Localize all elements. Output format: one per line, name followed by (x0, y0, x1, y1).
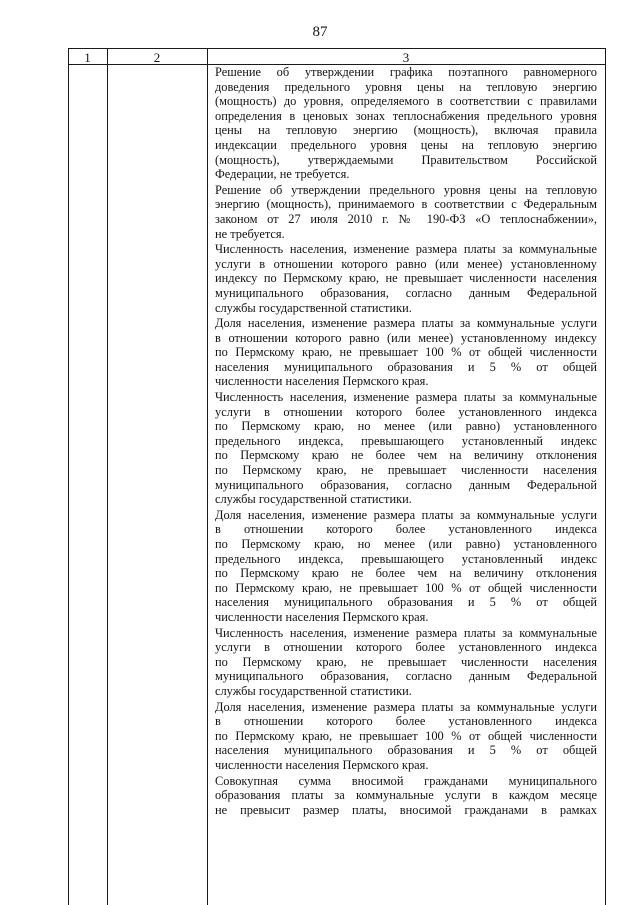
text-line: численности населения Пермского края. (215, 757, 429, 772)
text-line: муниципального образования, согласно данным Федеральной (215, 285, 597, 300)
column-header-1: 1 (84, 50, 91, 65)
text-line: Федерации, не требуется. (215, 167, 350, 182)
text-line: Численность населения, изменение размера платы за коммунальные (215, 625, 597, 640)
column-header-2: 2 (153, 50, 161, 65)
text-line: по Пермскому краю, не превышает численности населения (215, 654, 597, 669)
text-line: Численность населения, изменение размера платы за коммунальные (215, 390, 597, 405)
paragraph (215, 508, 597, 625)
text-line: по Пермскому краю, не превышает 100 % от общей численности (215, 728, 597, 743)
text-line: услуги в отношении которого равно (или менее) установленному (215, 256, 597, 271)
text-line: цены на тепловую энергию (мощность), включая правила (215, 123, 597, 138)
document-table (68, 48, 605, 905)
text-line: в отношении которого более установленного индекса (215, 522, 597, 537)
text-line: в отношении которого более установленного индекса (215, 714, 597, 729)
table-border-left (68, 48, 69, 905)
text-line: предельного индекса, превышающего установленный индекс (215, 551, 597, 566)
text-line: услуги в отношении которого более установленного индекса (215, 404, 597, 419)
paragraph (215, 390, 597, 507)
text-line: не превысит размер платы, вносимой гражданами в рамках (215, 802, 597, 817)
text-line: службы государственной статистики. (215, 300, 412, 315)
text-line: Доля населения, изменение размера платы за коммунальные услуги (215, 699, 597, 714)
text-line: населения муниципального образования и 5 % от общей (215, 595, 597, 610)
paragraph (215, 774, 597, 818)
text-line: Доля населения, изменение размера платы за коммунальные услуги (215, 316, 597, 331)
text-line: Решение об утверждении графика поэтапного равномерного (215, 65, 597, 79)
text-line: (мощность), утверждаемыми Правительством Российской (215, 152, 597, 167)
text-line: по Пермскому краю, не превышает 100 % от общей численности (215, 345, 597, 360)
text-line: определения в ценовых зонах теплоснабжения предельного уровня (215, 108, 597, 123)
text-line: населения муниципального образования и 5 % от общей (215, 359, 597, 374)
text-line: численности населения Пермского края. (215, 609, 429, 624)
column-header-3: 3 (402, 50, 410, 65)
paragraph (215, 65, 597, 182)
text-line: муниципального образования, согласно данным Федеральной (215, 669, 597, 684)
text-line: по Пермскому краю, но менее (или равно) установленного (215, 537, 597, 551)
paragraph (215, 626, 597, 699)
text-line: населения муниципального образования и 5 % от общей (215, 743, 597, 758)
text-line: по Пермскому краю, не превышает 100 % от общей численности (215, 580, 597, 595)
text-line: численности населения Пермского края. (215, 374, 429, 389)
text-line: по Пермскому краю, не превышает численности населения (215, 463, 597, 478)
column-3-content (215, 65, 597, 818)
text-line: муниципального образования, согласно данным Федеральной (215, 477, 597, 492)
text-line: индексации предельного уровня цены на тепловую энергию (215, 137, 597, 152)
text-line: службы государственной статистики. (215, 492, 412, 507)
text-line: Доля населения, изменение размера платы за коммунальные услуги (215, 507, 597, 522)
text-line: предельного индекса, превышающего установленный индекс (215, 433, 597, 448)
table-border-top (68, 48, 605, 49)
page-number: 87 (312, 24, 328, 40)
text-line: Совокупная сумма вносимой гражданами муниципального (215, 773, 597, 788)
table-border-right (605, 48, 606, 905)
text-line: Численность населения, изменение размера платы за коммунальные (215, 242, 597, 257)
text-line: индексу по Пермскому краю, не превышает численности населения (215, 271, 597, 286)
text-line: (мощность) до уровня, определяемого в соответствии с правилами (215, 94, 597, 109)
paragraph (215, 183, 597, 241)
text-line: не требуется. (215, 226, 285, 241)
paragraph (215, 316, 597, 389)
paragraph (215, 700, 597, 773)
column-divider-1 (107, 48, 108, 905)
text-line: энергию (мощность), принимаемого в соответствии с Федеральным (215, 197, 597, 212)
text-line: законом от 27 июля 2010 г. № 190-ФЗ «О теплоснабжении», (215, 211, 597, 226)
text-line: в отношении которого равно (или менее) установленному индексу (215, 330, 597, 345)
text-line: службы государственной статистики. (215, 683, 412, 698)
text-line: по Пермскому краю, но менее (или равно) установленного (215, 419, 597, 434)
text-line: по Пермскому краю не более чем на величину отклонения (215, 448, 597, 463)
text-line: Решение об утверждении предельного уровня цены на тепловую (215, 182, 597, 197)
column-divider-2 (207, 48, 208, 905)
text-line: по Пермскому краю не более чем на величину отклонения (215, 566, 597, 581)
text-line: доведения предельного уровня цены на тепловую энергию (215, 79, 597, 94)
text-line: образования платы за коммунальные услуги в каждом месяце (215, 788, 597, 803)
paragraph (215, 242, 597, 315)
text-line: услуги в отношении которого более установленного индекса (215, 640, 597, 655)
